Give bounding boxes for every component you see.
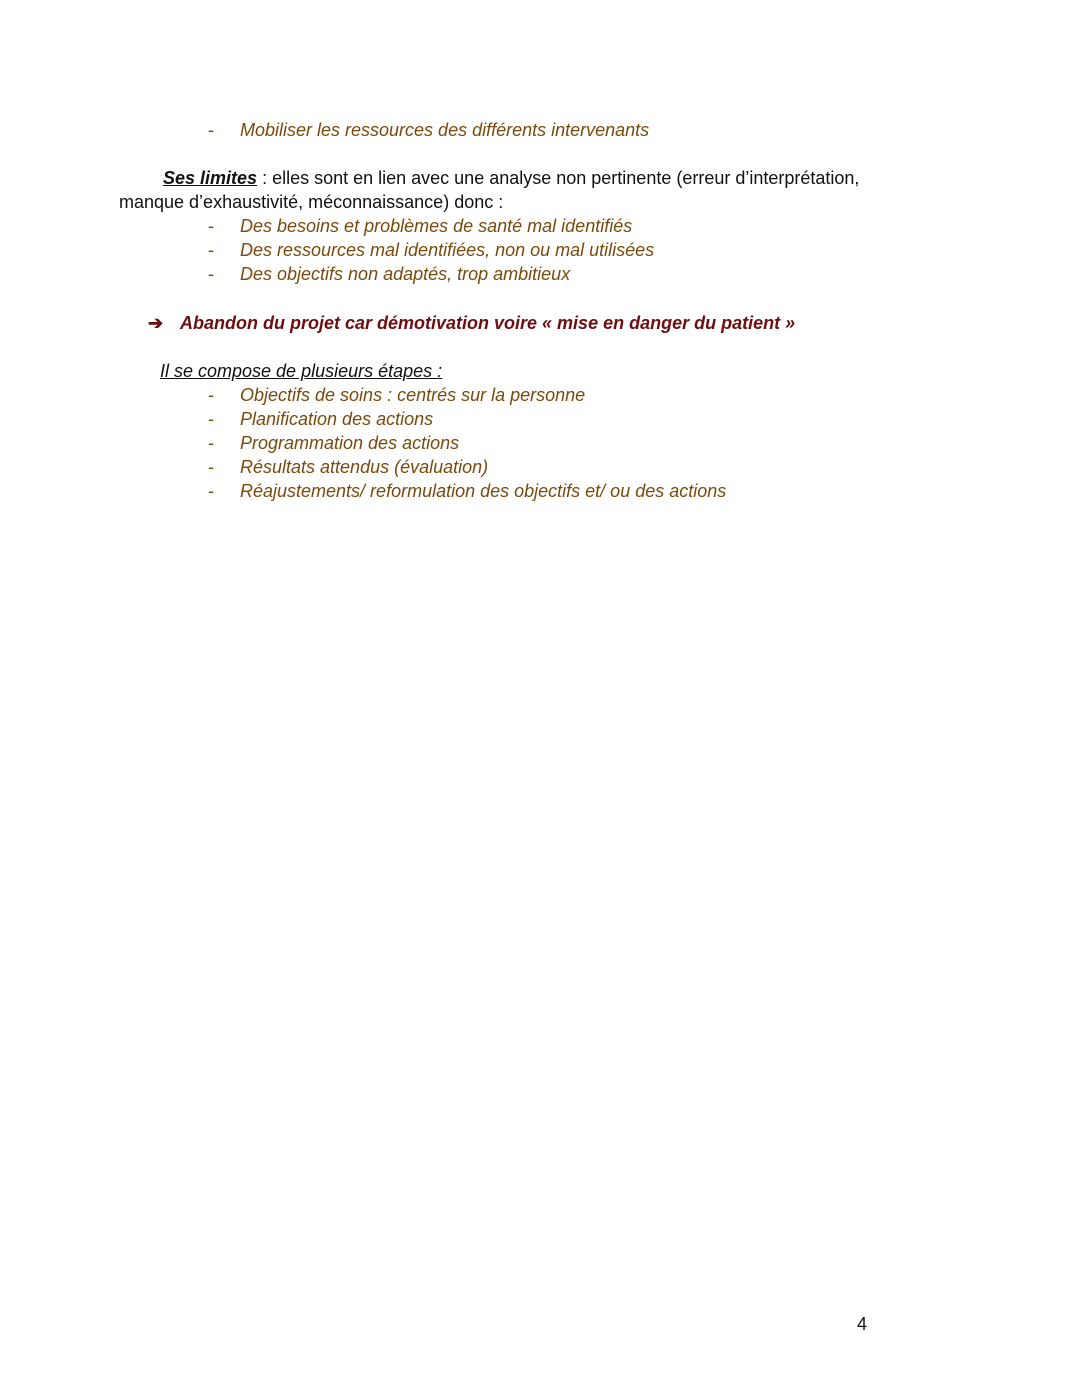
list-item-text: Planification des actions: [240, 409, 434, 429]
bullet-dash: -: [208, 120, 214, 140]
list-item-text: Objectifs de soins : centrés sur la personne: [240, 385, 586, 405]
list-item-text: Résultats attendus (évaluation): [240, 457, 489, 477]
consequence-text: Abandon du projet car démotivation voire « mise en danger du patient »: [180, 313, 796, 333]
bullet-dash: -: [208, 264, 214, 284]
arrow-right-icon: ➔: [148, 313, 164, 333]
page-number: 4: [857, 1314, 868, 1334]
list-item-text: Programmation des actions: [240, 433, 460, 453]
list-item-text: Des objectifs non adaptés, trop ambitieux: [240, 264, 571, 284]
list-item-text: Réajustements/ reformulation des objectifs et/ ou des actions: [240, 481, 727, 501]
bullet-dash: -: [208, 216, 214, 236]
list-item-text: Des ressources mal identifiées, non ou mal utilisées: [240, 240, 655, 260]
bullet-dash: -: [208, 240, 214, 260]
bullet-dash: -: [208, 457, 214, 477]
bullet-dash: -: [208, 409, 214, 429]
limits-paragraph-line1: [163, 166, 859, 190]
bullet-dash: -: [208, 385, 214, 405]
bullet-dash: -: [208, 433, 214, 453]
list-item-text: Mobiliser les ressources des différents intervenants: [240, 120, 650, 140]
list-item-text: Des besoins et problèmes de santé mal identifiés: [240, 216, 633, 236]
steps-heading: Il se compose de plusieurs étapes :: [160, 361, 443, 381]
limits-heading: Ses limites: [163, 168, 258, 188]
bullet-dash: -: [208, 481, 214, 501]
limits-paragraph-line2: manque d’exhaustivité, méconnaissance) donc :: [119, 192, 504, 212]
limits-text: : elles sont en lien avec une analyse non pertinente (erreur d’interprétation,: [257, 168, 860, 188]
